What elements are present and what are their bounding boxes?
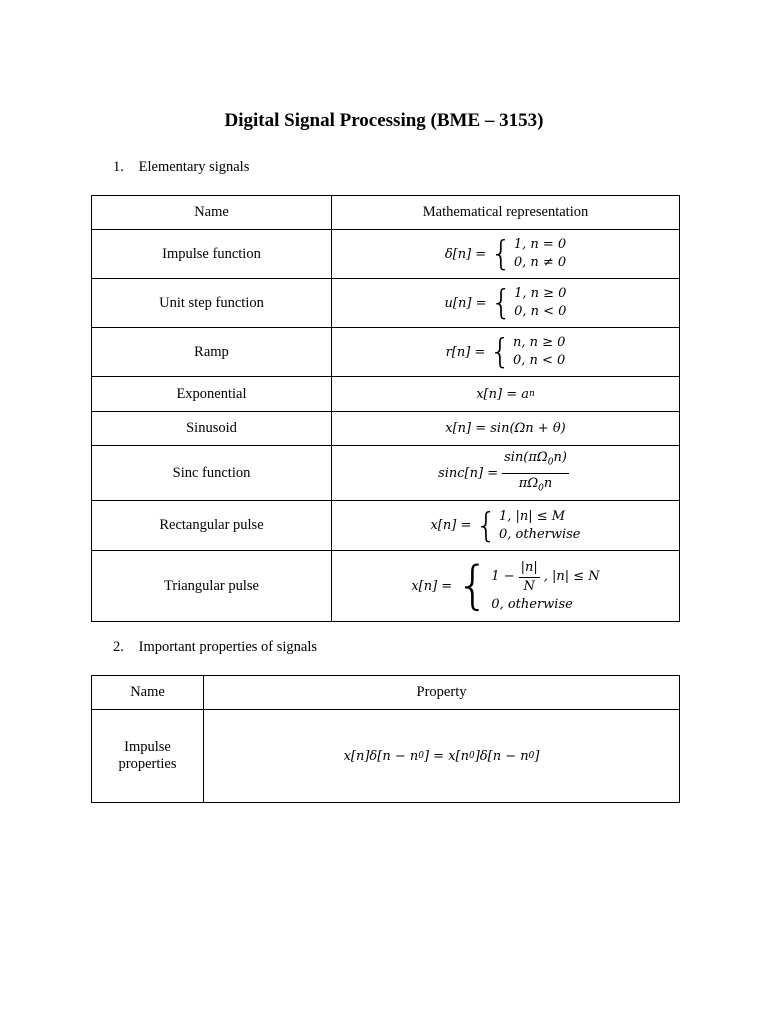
section-heading-properties <box>113 639 317 656</box>
triangular-pulse-formula: x[n] = { 1 − $\frac{|n|}{N}$ , |n| ≤ N 0, otherwise <box>332 551 680 622</box>
impulse-property-formula: x[n]δ[n − n 0 ] = x[n 0 ]δ[n − n 0 ] <box>204 710 680 803</box>
table-header-row <box>92 676 680 710</box>
table-header-row <box>92 196 680 230</box>
table-row <box>92 328 680 377</box>
document-title: Digital Signal Processing (BME – 3153) <box>224 110 544 131</box>
section-number: 2. <box>113 639 124 655</box>
column-header-name: Name <box>92 676 204 710</box>
table-row <box>92 279 680 328</box>
section-heading-elementary-signals <box>113 159 249 176</box>
sinusoid-formula: x[n] = sin(Ωn + θ) <box>332 412 680 446</box>
column-header-property: Property <box>204 676 680 710</box>
exponential-formula: x[n] = a n <box>332 377 680 412</box>
property-name: Impulse properties <box>92 710 204 803</box>
signal-name: Rectangular pulse <box>92 501 332 551</box>
ramp-formula: r[n] = { n, n ≥ 0 0, n < 0 <box>332 328 680 377</box>
signal-name: Sinc function <box>92 446 332 501</box>
signal-name: Unit step function <box>92 279 332 328</box>
table-row <box>92 710 680 803</box>
column-header-representation: Mathematical representation <box>332 196 680 230</box>
section-number: 1. <box>113 159 124 175</box>
unit-step-formula: u[n] = { 1, n ≥ 0 0, n < 0 <box>332 279 680 328</box>
signal-name: Ramp <box>92 328 332 377</box>
section-heading-text: Important properties of signals <box>138 639 318 655</box>
table-row <box>92 551 680 622</box>
signal-name: Impulse function <box>92 230 332 279</box>
signal-properties-table <box>91 675 680 803</box>
sinc-formula: sinc[n] = $\frac{\sin(\pi\Omega_0n)}{\pi\Omega_0n}$ <box>332 446 680 501</box>
signal-name: Triangular pulse <box>92 551 332 622</box>
table-row <box>92 446 680 501</box>
impulse-formula: δ[n] = { 1, n = 0 0, n ≠ 0 <box>332 230 680 279</box>
table-row <box>92 501 680 551</box>
rectangular-pulse-formula: x[n] = { 1, |n| ≤ M 0, otherwise <box>332 501 680 551</box>
table-row <box>92 412 680 446</box>
table-row <box>92 377 680 412</box>
table-row <box>92 230 680 279</box>
column-header-name: Name <box>92 196 332 230</box>
signal-name: Exponential <box>92 377 332 412</box>
signal-name: Sinusoid <box>92 412 332 446</box>
elementary-signals-table <box>91 195 680 622</box>
section-heading-text: Elementary signals <box>138 159 250 175</box>
